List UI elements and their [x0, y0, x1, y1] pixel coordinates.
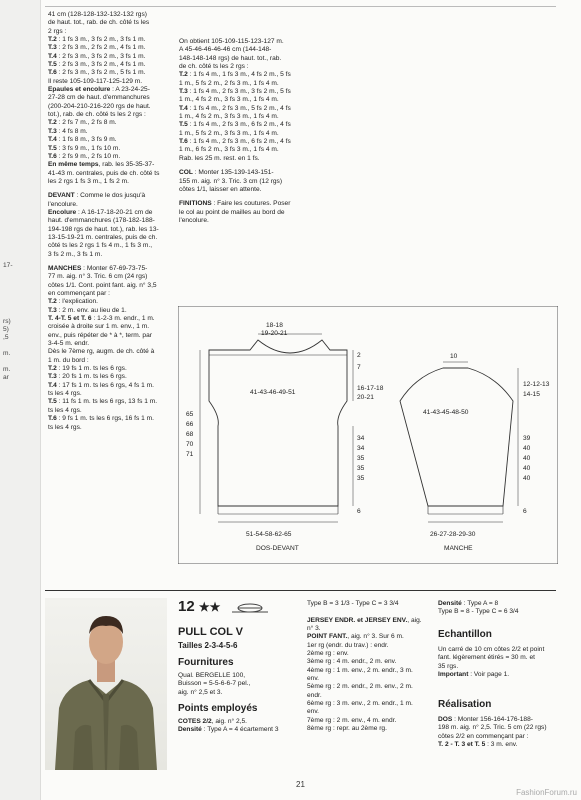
pattern-title: PULL COL V: [178, 626, 243, 638]
text-line: côté ts les 2 rgs 1 fs 4 m., 1 fs 3 m.,: [48, 242, 153, 250]
model-photo: [45, 598, 167, 770]
text-line: haut. d'emmanchures (178-182-188-: [48, 217, 155, 225]
text-line: JERSEY ENDR. et JERSEY ENV., aig.: [307, 616, 422, 624]
text-line: les 2 rgs 1 fs 3 m., 1 fs 2 m.: [48, 177, 129, 185]
text-line: POINT FANT., aig. n° 3. Sur 6 m.: [307, 633, 404, 641]
text-line: T.2 : l'explication.: [48, 298, 99, 306]
text-line: T.5 : 11 fs 1 m. ts les 6 rgs, 13 fs 1 m.: [48, 398, 158, 406]
left-fragment: ,5: [3, 334, 9, 341]
text-line: fant. légèrement étirés = 30 m. et: [438, 654, 535, 662]
text-line: A 45-46-46-46-46 cm (144-148-: [179, 46, 272, 54]
column-2: [179, 38, 291, 225]
text-line: (200-204-210-216-220 rgs de haut.: [48, 102, 151, 110]
text-line: 7ème rg : 2 m. env., 4 m. endr.: [307, 716, 397, 724]
manches-text: [48, 265, 159, 432]
dos-devant-label: DOS-DEVANT: [256, 545, 299, 552]
text-line: 6ème rg : 3 m. env., 2 m. endr., 1 m.: [307, 700, 413, 708]
text-line: 3 fs 2 m., 3 fs 1 m.: [48, 250, 103, 258]
text-line: côtes 1/1, laisser en attente.: [179, 185, 262, 193]
sleeve-length-label: 40: [523, 465, 531, 472]
pattern-sizes: Tailles 2-3-4-5-6: [178, 641, 238, 650]
text-line: T.6 : 1 fs 4 m., 2 fs 3 m., 6 fs 2 m., 4 fs: [179, 138, 291, 146]
text-line: Important : Voir page 1.: [438, 671, 510, 679]
text-line: 35 rgs.: [438, 662, 459, 670]
text-line: T. 2 - T. 3 et T. 5 : 3 m. env.: [438, 741, 518, 749]
text-line: 3-4-5 m. endr.: [48, 340, 90, 348]
text-line: Type B = 8 - Type C = 6 3/4: [438, 608, 519, 616]
text-line: T.5 : 3 fs 9 m., 1 fs 10 m.: [48, 144, 121, 152]
left-fragment: ar: [3, 374, 9, 381]
text-line: DOS : Monter 156-164-176-188-: [438, 716, 533, 723]
text-line: Qual. BERGELLE 100,: [178, 672, 246, 679]
text-line: T.3 : 2 m. env. au lieu de 1.: [48, 306, 127, 314]
dos-continued-text: [48, 11, 159, 186]
left-fragment: m.: [3, 350, 11, 357]
sleeve-rib-label: 6: [523, 508, 527, 515]
text-line: Il reste 105-109-117-125-129 m.: [48, 77, 143, 85]
text-line: 3ème rg : 4 m. endr., 2 m. env.: [307, 658, 397, 666]
points-heading: Points employés: [178, 703, 258, 714]
finitions-text: [179, 200, 291, 225]
armhole-label: 16-17-18: [357, 385, 384, 392]
text-line: T.3 : 1 fs 4 m., 2 fs 3 m., 3 fs 2 m., 5 fs: [179, 88, 291, 96]
text-line: COL : Monter 135-139-143-151-: [179, 169, 274, 177]
text-line: tot.), rab. de ch. côté ts les 2 rgs :: [48, 111, 146, 119]
echantillon-heading: Echantillon: [438, 629, 492, 640]
yarn-skein-icon: [232, 602, 268, 614]
text-line: Densité : Type A = 8: [438, 600, 499, 607]
text-line: l'encolure.: [48, 200, 78, 208]
text-line: de ch. côté ts les 2 rgs :: [179, 63, 249, 71]
binding-gutter: [0, 0, 41, 800]
realisation-text: [438, 716, 547, 749]
text-line: Encolure : A 16-17-18-20-21 cm de: [48, 208, 153, 216]
man-in-sweater-illustration: [45, 598, 167, 770]
text-line: 77 m. aig. n° 3. Tric. 6 cm (24 rgs): [48, 273, 148, 281]
text-line: ts les 4 rgs.: [48, 390, 82, 398]
text-line: 198 m. aig. n° 2,5. Tric. 5 cm (22 rgs): [438, 724, 547, 732]
text-line: 41-43 m. centrales, puis de ch. côté ts: [48, 169, 160, 177]
text-line: COTES 2/2, aig. n° 2,5.: [178, 718, 247, 725]
text-line: de haut. tot., rab. de ch. côté ts les: [48, 19, 150, 27]
text-line: endr.: [307, 691, 322, 699]
sleeve-length-label: 40: [523, 445, 531, 452]
text-line: env.: [307, 675, 319, 683]
text-line: T.2 : 1 fs 4 m., 1 fs 3 m., 4 fs 2 m., 5 fs: [179, 71, 291, 79]
fournitures-text: [178, 672, 250, 697]
text-line: n° 3.: [307, 625, 321, 633]
total-height-label: 65: [186, 411, 194, 418]
text-line: T.5 : 2 fs 3 m., 3 fs 2 m., 4 fs 1 m.: [48, 61, 146, 69]
manche-label: MANCHE: [444, 545, 473, 552]
schematic-diagram: [178, 306, 558, 564]
text-line: 1 m., 4 fs 2 m., 3 fs 3 m., 1 fs 4 m.: [179, 113, 279, 121]
text-line: T.3 : 4 fs 8 m.: [48, 127, 88, 135]
text-line: T.3 : 2 fs 3 m., 2 fs 2 m., 4 fs 1 m.: [48, 44, 146, 52]
text-line: 155 m. aig. n° 3. Tric. 3 cm (12 rgs): [179, 177, 283, 185]
text-line: env., puis répéter de * à *, term. par: [48, 331, 152, 339]
sleeve-schematic: [400, 353, 550, 552]
text-line: FINITIONS : Faire les coutures. Poser: [179, 200, 291, 208]
rib-height-label: 6: [357, 508, 361, 515]
text-line: T.5 : 1 fs 4 m., 2 fs 3 m., 6 fs 2 m., 4 fs: [179, 121, 291, 129]
text-line: 194-198 rgs de haut. tot.), rab. les 13-: [48, 225, 159, 233]
text-line: 1er rg (endr. du trav.) : endr.: [307, 641, 389, 649]
text-line: 148-148-148 rgs) de haut. tot., rab.: [179, 54, 282, 62]
sleeve-length-label: 39: [523, 435, 531, 442]
left-fragment: 5): [3, 326, 9, 333]
column-1: [48, 11, 159, 432]
top-rule: [45, 6, 556, 7]
bottom-width-label: 51-54-58-62-65: [246, 531, 292, 538]
text-line: ts les 4 rgs.: [48, 406, 82, 414]
text-line: T.4 : 2 fs 3 m., 3 fs 2 m., 3 fs 1 m.: [48, 52, 146, 60]
text-line: T.4 : 17 fs 1 m. ts les 6 rgs, 4 fs 1 m.: [48, 381, 154, 389]
text-line: côtes 2/2 en commençant par :: [438, 732, 529, 740]
text-line: 1 m. du bord :: [48, 356, 89, 364]
left-fragment: rs): [3, 318, 11, 325]
text-line: Buisson = 5-5-6-6-7 pel.,: [178, 680, 251, 688]
shoulder-height-label: 2: [357, 352, 361, 359]
total-height-label: 71: [186, 451, 194, 458]
side-length-label: 34: [357, 445, 365, 452]
neck-depth-label: 7: [357, 364, 361, 371]
text-line: en commençant par :: [48, 290, 110, 297]
manches-continued-text: [179, 38, 291, 163]
text-line: env.: [307, 708, 319, 716]
total-height-label: 70: [186, 441, 194, 448]
body-schematic: [186, 322, 384, 552]
sleeve-width-label: 41-43-45-48-50: [423, 409, 469, 416]
cuff-width-label: 26-27-28-29-30: [430, 531, 476, 538]
points-text: [178, 718, 279, 735]
text-line: 13-15-19-21 m. centrales, puis de ch.: [48, 233, 158, 241]
text-line: Densité : Type A = 4 écartement 3: [178, 726, 279, 734]
text-line: côtes 1/1. Cont. point fant. aig. n° 3,5: [48, 281, 157, 289]
densite-text: [438, 600, 519, 617]
text-line: 1 m., 4 fs 2 m., 3 fs 3 m., 1 fs 4 m.: [179, 96, 279, 104]
text-line: T.4 : 1 fs 4 m., 2 fs 3 m., 5 fs 2 m., 4 fs: [179, 104, 291, 112]
text-line: croisée à droite sur 1 m. env., 1 m.: [48, 323, 150, 331]
text-line: 1 m., 5 fs 2 m., 2 fs 3 m., 1 fs 4 m.: [179, 79, 279, 87]
side-length-label: 35: [357, 465, 365, 472]
side-length-label: 35: [357, 475, 365, 482]
text-line: T.3 : 20 fs 1 m. ts les 6 rgs.: [48, 373, 127, 381]
text-line: T.6 : 2 fs 3 m., 3 fs 2 m., 5 fs 1 m.: [48, 69, 146, 77]
text-line: T.2 : 1 fs 3 m., 3 fs 2 m., 3 fs 1 m.: [48, 36, 146, 44]
sleeve-cap-label: 14-15: [523, 391, 540, 398]
text-line: T.2 : 19 fs 1 m. ts les 6 rgs.: [48, 365, 127, 373]
neck-width-label-2: 19-20-21: [261, 330, 288, 337]
text-line: 1 m., 6 fs 2 m., 3 fs 3 m., 1 fs 4 m.: [179, 146, 279, 154]
text-line: 1 m., 5 fs 2 m., 3 fs 3 m., 1 fs 4 m.: [179, 129, 279, 137]
text-line: T.2 : 2 fs 7 m., 2 fs 8 m.: [48, 119, 117, 127]
stitch-instructions: [307, 600, 422, 734]
text-line: On obtient 105-109-115-123-127 m.: [179, 38, 284, 45]
text-line: T.4 : 1 fs 8 m., 3 fs 9 m.: [48, 136, 117, 144]
chest-width-label: 41-43-46-49-51: [250, 389, 296, 396]
left-fragment: m.: [3, 366, 11, 373]
text-line: Rab. les 25 m. rest. en 1 fs.: [179, 154, 260, 162]
page-number: 21: [296, 780, 305, 789]
text-line: MANCHES : Monter 67-69-73-75-: [48, 264, 148, 272]
text-line: T.6 : 9 fs 1 m. ts les 6 rgs, 16 fs 1 m.: [48, 415, 154, 423]
total-height-label: 68: [186, 431, 194, 438]
pattern-number: 12 ★★: [178, 598, 221, 615]
text-line: T. 4-T. 5 et T. 6 : 1-2-3 m. endr., 1 m.: [48, 315, 155, 323]
text-line: l'encolure.: [179, 216, 209, 224]
text-line: Epaules et encolure : A 23-24-25-: [48, 86, 150, 94]
sleeve-cap-label: 12-12-13: [523, 381, 550, 388]
text-line: 27-28 cm de haut. d'emmanchures: [48, 94, 150, 102]
text-line: T.6 : 2 fs 9 m., 2 fs 10 m.: [48, 152, 121, 160]
text-line: 8ème rg : repr. au 2ème rg.: [307, 725, 387, 733]
text-line: ts les 4 rgs.: [48, 423, 82, 431]
sleeve-length-label: 40: [523, 475, 531, 482]
text-line: 5ème rg : 2 m. endr., 2 m. env., 2 m.: [307, 683, 413, 691]
left-fragment: 17-: [3, 262, 13, 269]
text-line: [307, 608, 422, 616]
side-length-label: 35: [357, 455, 365, 462]
section-rule: [45, 590, 556, 591]
realisation-heading: Réalisation: [438, 699, 492, 710]
text-line: En même temps, rab. les 35-35-37-: [48, 161, 155, 169]
armhole-label-2: 20-21: [357, 394, 374, 401]
col-text: [179, 169, 291, 194]
column-4: [438, 600, 519, 617]
side-length-label: 34: [357, 435, 365, 442]
text-line: Dès le 7ème rg, augm. de ch. côté à: [48, 348, 155, 356]
neck-width-label: 18-18: [266, 322, 283, 329]
sleeve-top-label: 10: [450, 353, 458, 360]
text-line: 4ème rg : 1 m. env., 2 m. endr., 3 m.: [307, 666, 413, 674]
fournitures-heading: Fournitures: [178, 657, 234, 668]
echantillon-text: [438, 646, 544, 679]
devant-text: [48, 192, 159, 259]
text-line: 2ème rg : env.: [307, 650, 349, 658]
text-line: DEVANT : Comme le dos jusqu'à: [48, 192, 146, 200]
sleeve-length-label: 40: [523, 455, 531, 462]
text-line: Un carré de 10 cm côtes 2/2 et point: [438, 646, 545, 653]
text-line: aig. n° 2,5 et 3.: [178, 688, 223, 696]
watermark: FashionForum.ru: [516, 788, 577, 797]
text-line: 41 cm (128-128-132-132-132 rgs): [48, 11, 147, 18]
text-line: 2 rgs :: [48, 27, 67, 35]
difficulty-stars: ★★: [198, 600, 221, 614]
text-line: le col au point de mailles au bord de: [179, 208, 285, 216]
total-height-label: 66: [186, 421, 194, 428]
text-line: Type B = 3 1/3 - Type C = 3 3/4: [307, 600, 399, 607]
